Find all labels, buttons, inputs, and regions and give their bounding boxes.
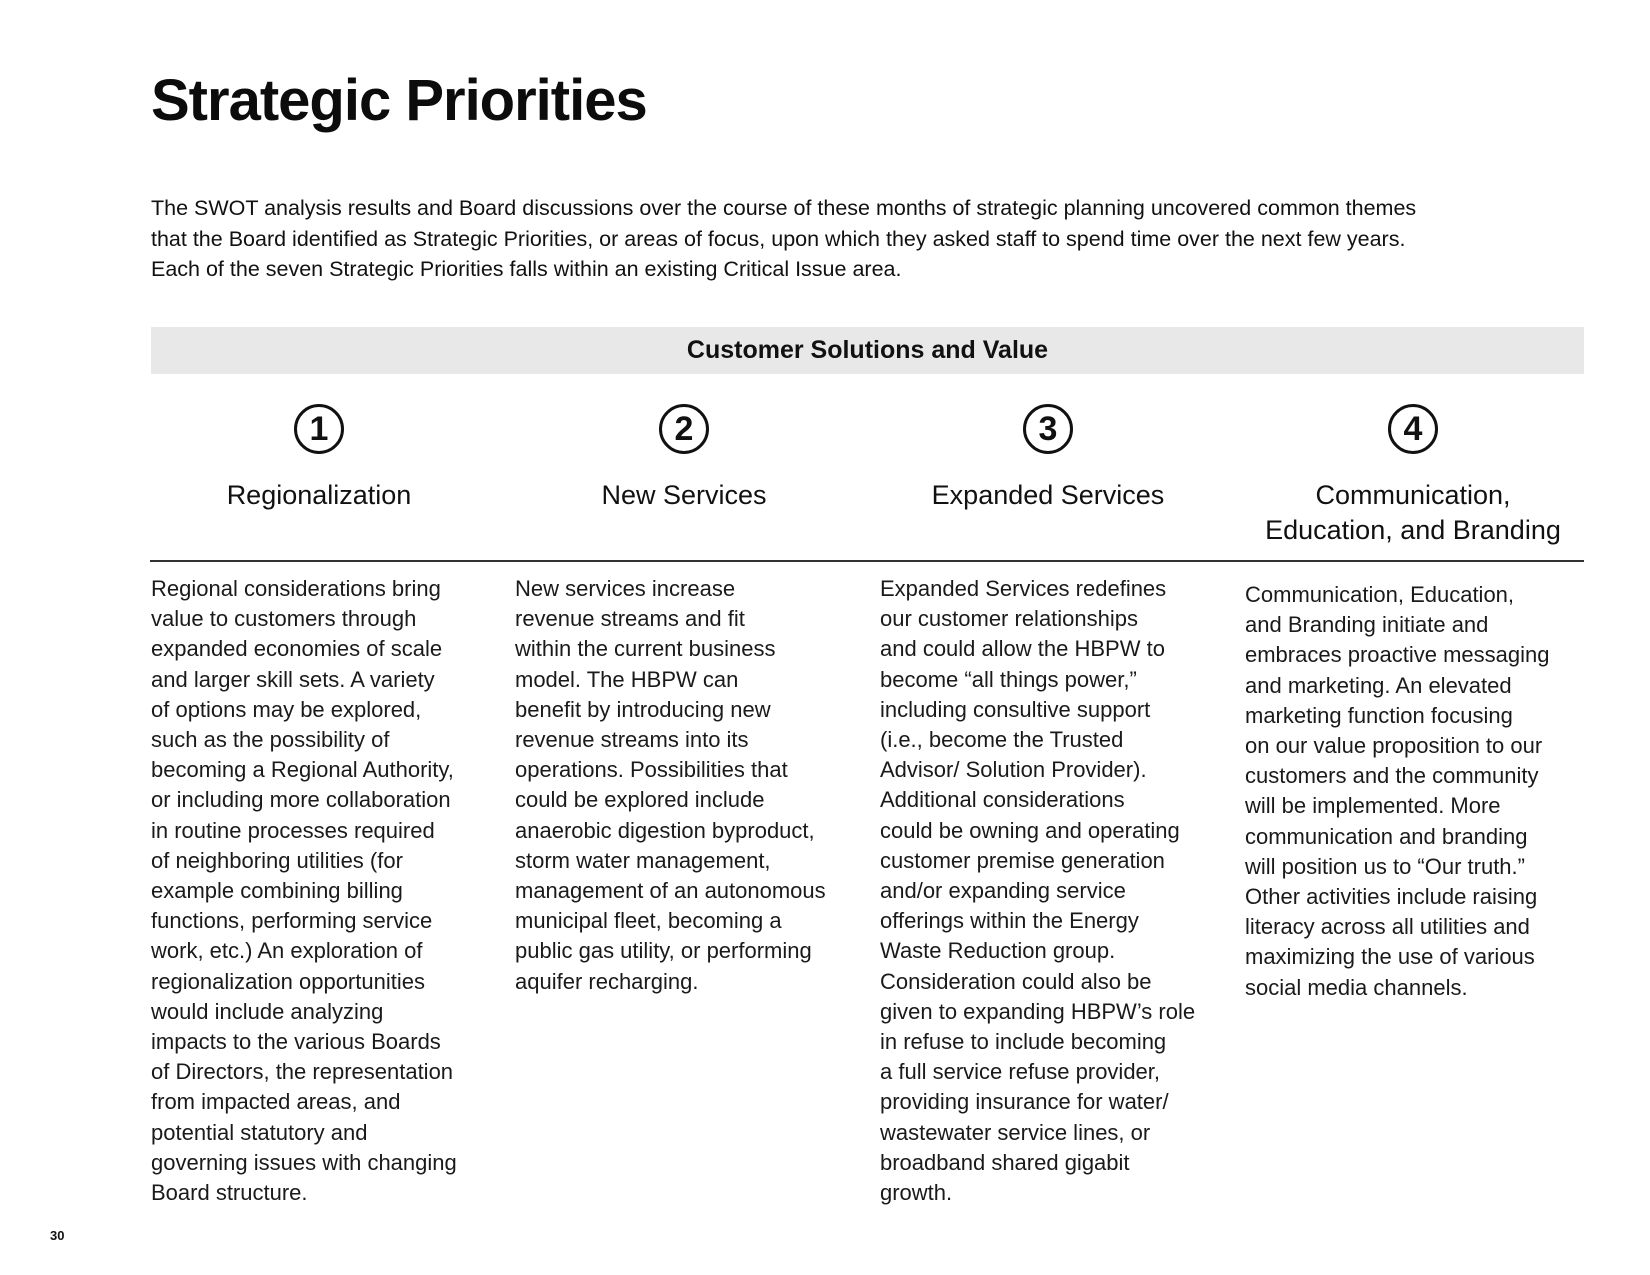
priority-description-line: Consideration could also be — [880, 968, 1152, 994]
priority-description-line: of Directors, the representation — [151, 1059, 454, 1085]
priority-description-line: in refuse to include becoming — [880, 1029, 1167, 1055]
column-divider-rule — [150, 560, 1584, 562]
priority-description — [1245, 580, 1600, 1003]
priority-heading-line: Education, and Branding — [1265, 515, 1561, 545]
priority-description-line: Other activities include raising — [1245, 884, 1538, 910]
priority-description-line: Waste Reduction group. — [880, 938, 1116, 964]
priority-description-line: on our value proposition to our — [1245, 733, 1543, 759]
priority-heading — [502, 478, 866, 513]
priority-description-line: benefit by introducing new — [515, 696, 771, 722]
priority-description-line: including consultive support — [880, 696, 1151, 722]
priority-description-line: and/or expanding service — [880, 878, 1126, 904]
priority-description-line: and could allow the HBPW to — [880, 636, 1165, 662]
priority-description-line: providing insurance for water/ — [880, 1089, 1169, 1115]
priority-description-line: growth. — [880, 1180, 953, 1206]
priority-description-line: a full service refuse provider, — [880, 1059, 1161, 1085]
priority-description-line: of options may be explored, — [151, 696, 422, 722]
priority-description-line: operations. Possibilities that — [515, 757, 788, 783]
priority-description-line: in routine processes required — [151, 817, 435, 843]
priority-description-line: expanded economies of scale — [151, 636, 443, 662]
priority-description-line: anaerobic digestion byproduct, — [515, 817, 815, 843]
priority-description-line: public gas utility, or performing — [515, 938, 812, 964]
intro-line: The SWOT analysis results and Board discussions over the course of these months of strategic planning uncovered common themes — [151, 196, 1417, 220]
priority-number: 4 — [1403, 410, 1423, 448]
priority-description-line: given to expanding HBPW’s role — [880, 998, 1196, 1024]
priority-description-line: of neighboring utilities (for — [151, 847, 403, 873]
priority-description-line: becoming a Regional Authority, — [151, 757, 454, 783]
priority-description-line: social media channels. — [1245, 974, 1468, 1000]
priority-description-line: become “all things power,” — [880, 666, 1137, 692]
priority-number-badge — [1388, 404, 1438, 454]
priority-description-line: broadband shared gigabit — [880, 1149, 1130, 1175]
priority-number-badge — [1023, 404, 1073, 454]
priority-heading — [1231, 478, 1595, 548]
priority-description-line: regionalization opportunities — [151, 968, 425, 994]
priority-description-line: municipal fleet, becoming a — [515, 908, 782, 934]
page-number: 30 — [50, 1228, 65, 1243]
priority-description — [880, 574, 1235, 1208]
priority-description-line: Communication, Education, — [1245, 582, 1515, 607]
intro-line: that the Board identified as Strategic Priorities, or areas of focus, upon which they asked staff to spend time over the next few years. — [151, 226, 1406, 251]
priority-heading-line: Expanded Services — [931, 480, 1165, 510]
priority-description-line: could be owning and operating — [880, 817, 1180, 843]
priority-description-line: maximizing the use of various — [1245, 944, 1535, 970]
priority-description-line: Expanded Services redefines — [880, 576, 1167, 601]
priority-description-line: Additional considerations — [880, 787, 1125, 813]
section-title: Customer Solutions and Value — [686, 336, 1049, 364]
priority-description-line: communication and branding — [1245, 823, 1528, 849]
priority-description-line: marketing function focusing — [1245, 702, 1513, 728]
priority-number: 1 — [309, 410, 329, 448]
priority-description-line: will position us to “Our truth.” — [1245, 853, 1525, 879]
priority-description-line: management of an autonomous — [515, 878, 826, 904]
intro-line: Each of the seven Strategic Priorities falls within an existing Critical Issue area. — [151, 257, 902, 281]
priority-description-line: Board structure. — [151, 1180, 308, 1206]
priority-description-line: will be implemented. More — [1245, 793, 1501, 819]
priority-description-line: functions, performing service — [151, 908, 433, 934]
priority-description-line: example combining billing — [151, 878, 403, 904]
priority-description — [515, 574, 870, 997]
priority-description-line: literacy across all utilities and — [1245, 914, 1530, 940]
priority-description-line: impacts to the various Boards — [151, 1029, 441, 1055]
priority-description-line: wastewater service lines, or — [880, 1119, 1151, 1145]
priority-description-line: customer premise generation — [880, 847, 1165, 873]
priority-description-line: offerings within the Energy — [880, 908, 1139, 934]
section-header-bar — [151, 327, 1584, 374]
priority-description — [151, 574, 506, 1208]
priority-description-line: revenue streams into its — [515, 727, 749, 753]
priority-description-line: or including more collaboration — [151, 787, 451, 813]
priority-description-line: potential statutory and — [151, 1119, 368, 1145]
priority-description-line: could be explored include — [515, 787, 765, 813]
priority-description-line: governing issues with changing — [151, 1149, 457, 1175]
priority-description-line: value to customers through — [151, 606, 417, 632]
priority-heading-line: New Services — [601, 480, 767, 510]
priority-heading-line: Regionalization — [226, 480, 412, 510]
priority-description-line: (i.e., become the Trusted — [880, 727, 1124, 753]
priority-heading — [866, 478, 1230, 513]
priority-description-line: customers and the community — [1245, 763, 1539, 789]
priority-description-line: Regional considerations bring — [151, 576, 441, 601]
priority-description-line: and larger skill sets. A variety — [151, 666, 435, 692]
page-title: Strategic Priorities — [151, 68, 647, 133]
priority-number: 2 — [674, 410, 694, 448]
priority-description-line: and marketing. An elevated — [1245, 672, 1512, 698]
priority-description-line: Advisor/ Solution Provider). — [880, 757, 1147, 783]
priority-description-line: within the current business — [515, 636, 776, 662]
priority-description-line: work, etc.) An exploration of — [151, 938, 423, 964]
priority-heading-line: Communication, — [1315, 480, 1511, 510]
priority-description-line: embraces proactive messaging — [1245, 642, 1550, 668]
priority-description-line: model. The HBPW can — [515, 666, 739, 692]
priority-number: 3 — [1038, 410, 1058, 448]
priority-description-line: from impacted areas, and — [151, 1089, 401, 1115]
priority-description-line: New services increase — [515, 576, 736, 601]
priority-description-line: aquifer recharging. — [515, 968, 699, 994]
priority-number-badge — [294, 404, 344, 454]
priority-description-line: would include analyzing — [151, 998, 384, 1024]
priority-description-line: such as the possibility of — [151, 727, 390, 753]
priority-description-line: revenue streams and fit — [515, 606, 745, 632]
priority-description-line: our customer relationships — [880, 606, 1139, 632]
priority-description-line: storm water management, — [515, 847, 771, 873]
priority-number-badge — [659, 404, 709, 454]
priority-heading — [137, 478, 501, 513]
intro-paragraph — [151, 193, 1591, 285]
priority-description-line: and Branding initiate and — [1245, 612, 1489, 638]
